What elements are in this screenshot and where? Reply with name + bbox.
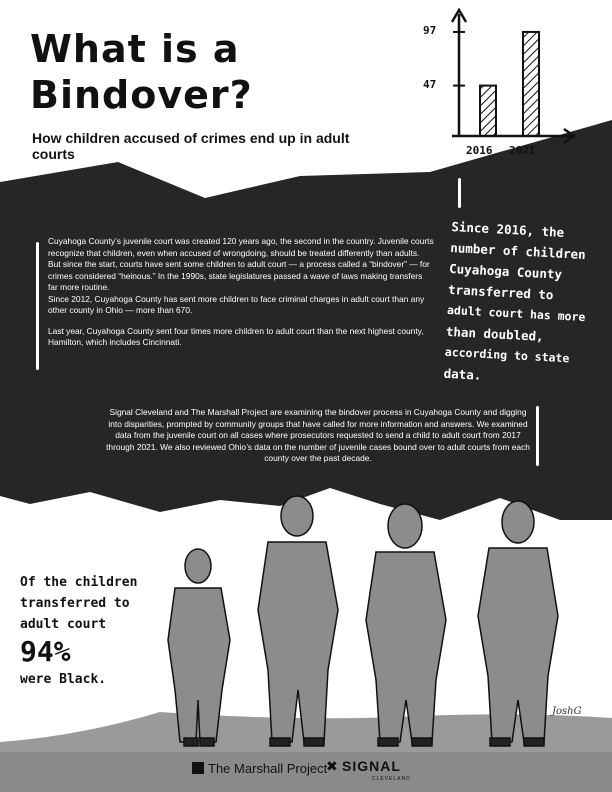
- note-94-percent: [20, 572, 170, 690]
- title-line-1: What is a: [30, 27, 240, 71]
- marshall-project-logo: The Marshall Project: [208, 761, 328, 776]
- paragraph-since-2012: Since 2012, Cuyahoga County has sent more children to face criminal charges in adult court than any other county in Ohio — more than 670.: [48, 293, 425, 315]
- brush-stroke-note: [458, 178, 461, 208]
- bar-2021: [523, 32, 539, 136]
- brush-stroke-right: [536, 406, 539, 466]
- artist-signature: JoshG: [552, 706, 582, 717]
- signal-logo-icon: ✖: [326, 759, 338, 775]
- figure-2: [258, 496, 338, 746]
- note-line: than doubled,: [445, 323, 545, 344]
- figure-3: [366, 504, 446, 746]
- figure-4: [478, 501, 558, 746]
- note-line: transferred to: [447, 281, 554, 303]
- note-line: were Black.: [20, 672, 107, 687]
- x-tick-label-2021: 2021: [509, 144, 536, 157]
- note-line: transferred to: [20, 596, 130, 611]
- intro-text: [48, 236, 434, 349]
- page-title: [30, 26, 253, 118]
- bar-2016: [480, 86, 496, 136]
- x-tick-label-2016: 2016: [466, 144, 493, 157]
- note-line: Of the children: [20, 575, 138, 590]
- bindover-chart: [452, 10, 574, 143]
- methodology-text: Signal Cleveland and The Marshall Project are examining the bindover process in Cuyahoga County and digging into disparities, prompted by community groups that have called for more information and answers. We examined data from the juvenile court on all cases where prosecutors requested to send a child to adult court from 2017 through 2021. We also reviewed Ohio’s data on the number of juvenile cases bound over to adult courts from each county over the past decade.: [106, 407, 530, 463]
- note-line: data.: [443, 365, 482, 383]
- note-line: according to state: [444, 344, 570, 366]
- signal-logo: SIGNAL: [342, 758, 401, 774]
- marshall-project-logo-icon: [192, 762, 204, 774]
- note-line: adult court has more: [446, 302, 586, 325]
- brush-stroke-left: [36, 242, 39, 370]
- y-tick-label-97: 97: [423, 23, 437, 37]
- page-subtitle: How children accused of crimes end up in adult courts: [32, 130, 350, 162]
- note-line: Since 2016, the: [451, 218, 565, 240]
- stat-94-percent: 94%: [20, 635, 71, 668]
- paragraph-last-year: Last year, Cuyahoga County sent four times more children to adult court than the next highest county, Hamilton, which includes Cincinnati.: [48, 325, 424, 347]
- title-line-2: Bindover?: [30, 73, 253, 117]
- note-doubled: [443, 216, 612, 392]
- note-line: number of children: [449, 239, 587, 263]
- paragraph-history: Cuyahoga County’s juvenile court was created 120 years ago, the second in the country. Juvenile courts recognize that children, even when accused of wrongdoing, should be treated differently than adults. But since the start, courts have sent some children to adult court — a process called a “bindover” — for crimes considered “heinous.” In the 1990s, state legislatures passed a wave of laws making transfers far more routine.: [48, 236, 434, 292]
- note-line: Cuyahoga County: [448, 260, 563, 282]
- y-tick-label-47: 47: [423, 77, 437, 91]
- note-line: adult court: [20, 617, 107, 632]
- signal-logo-subtitle: CLEVELAND: [372, 776, 411, 782]
